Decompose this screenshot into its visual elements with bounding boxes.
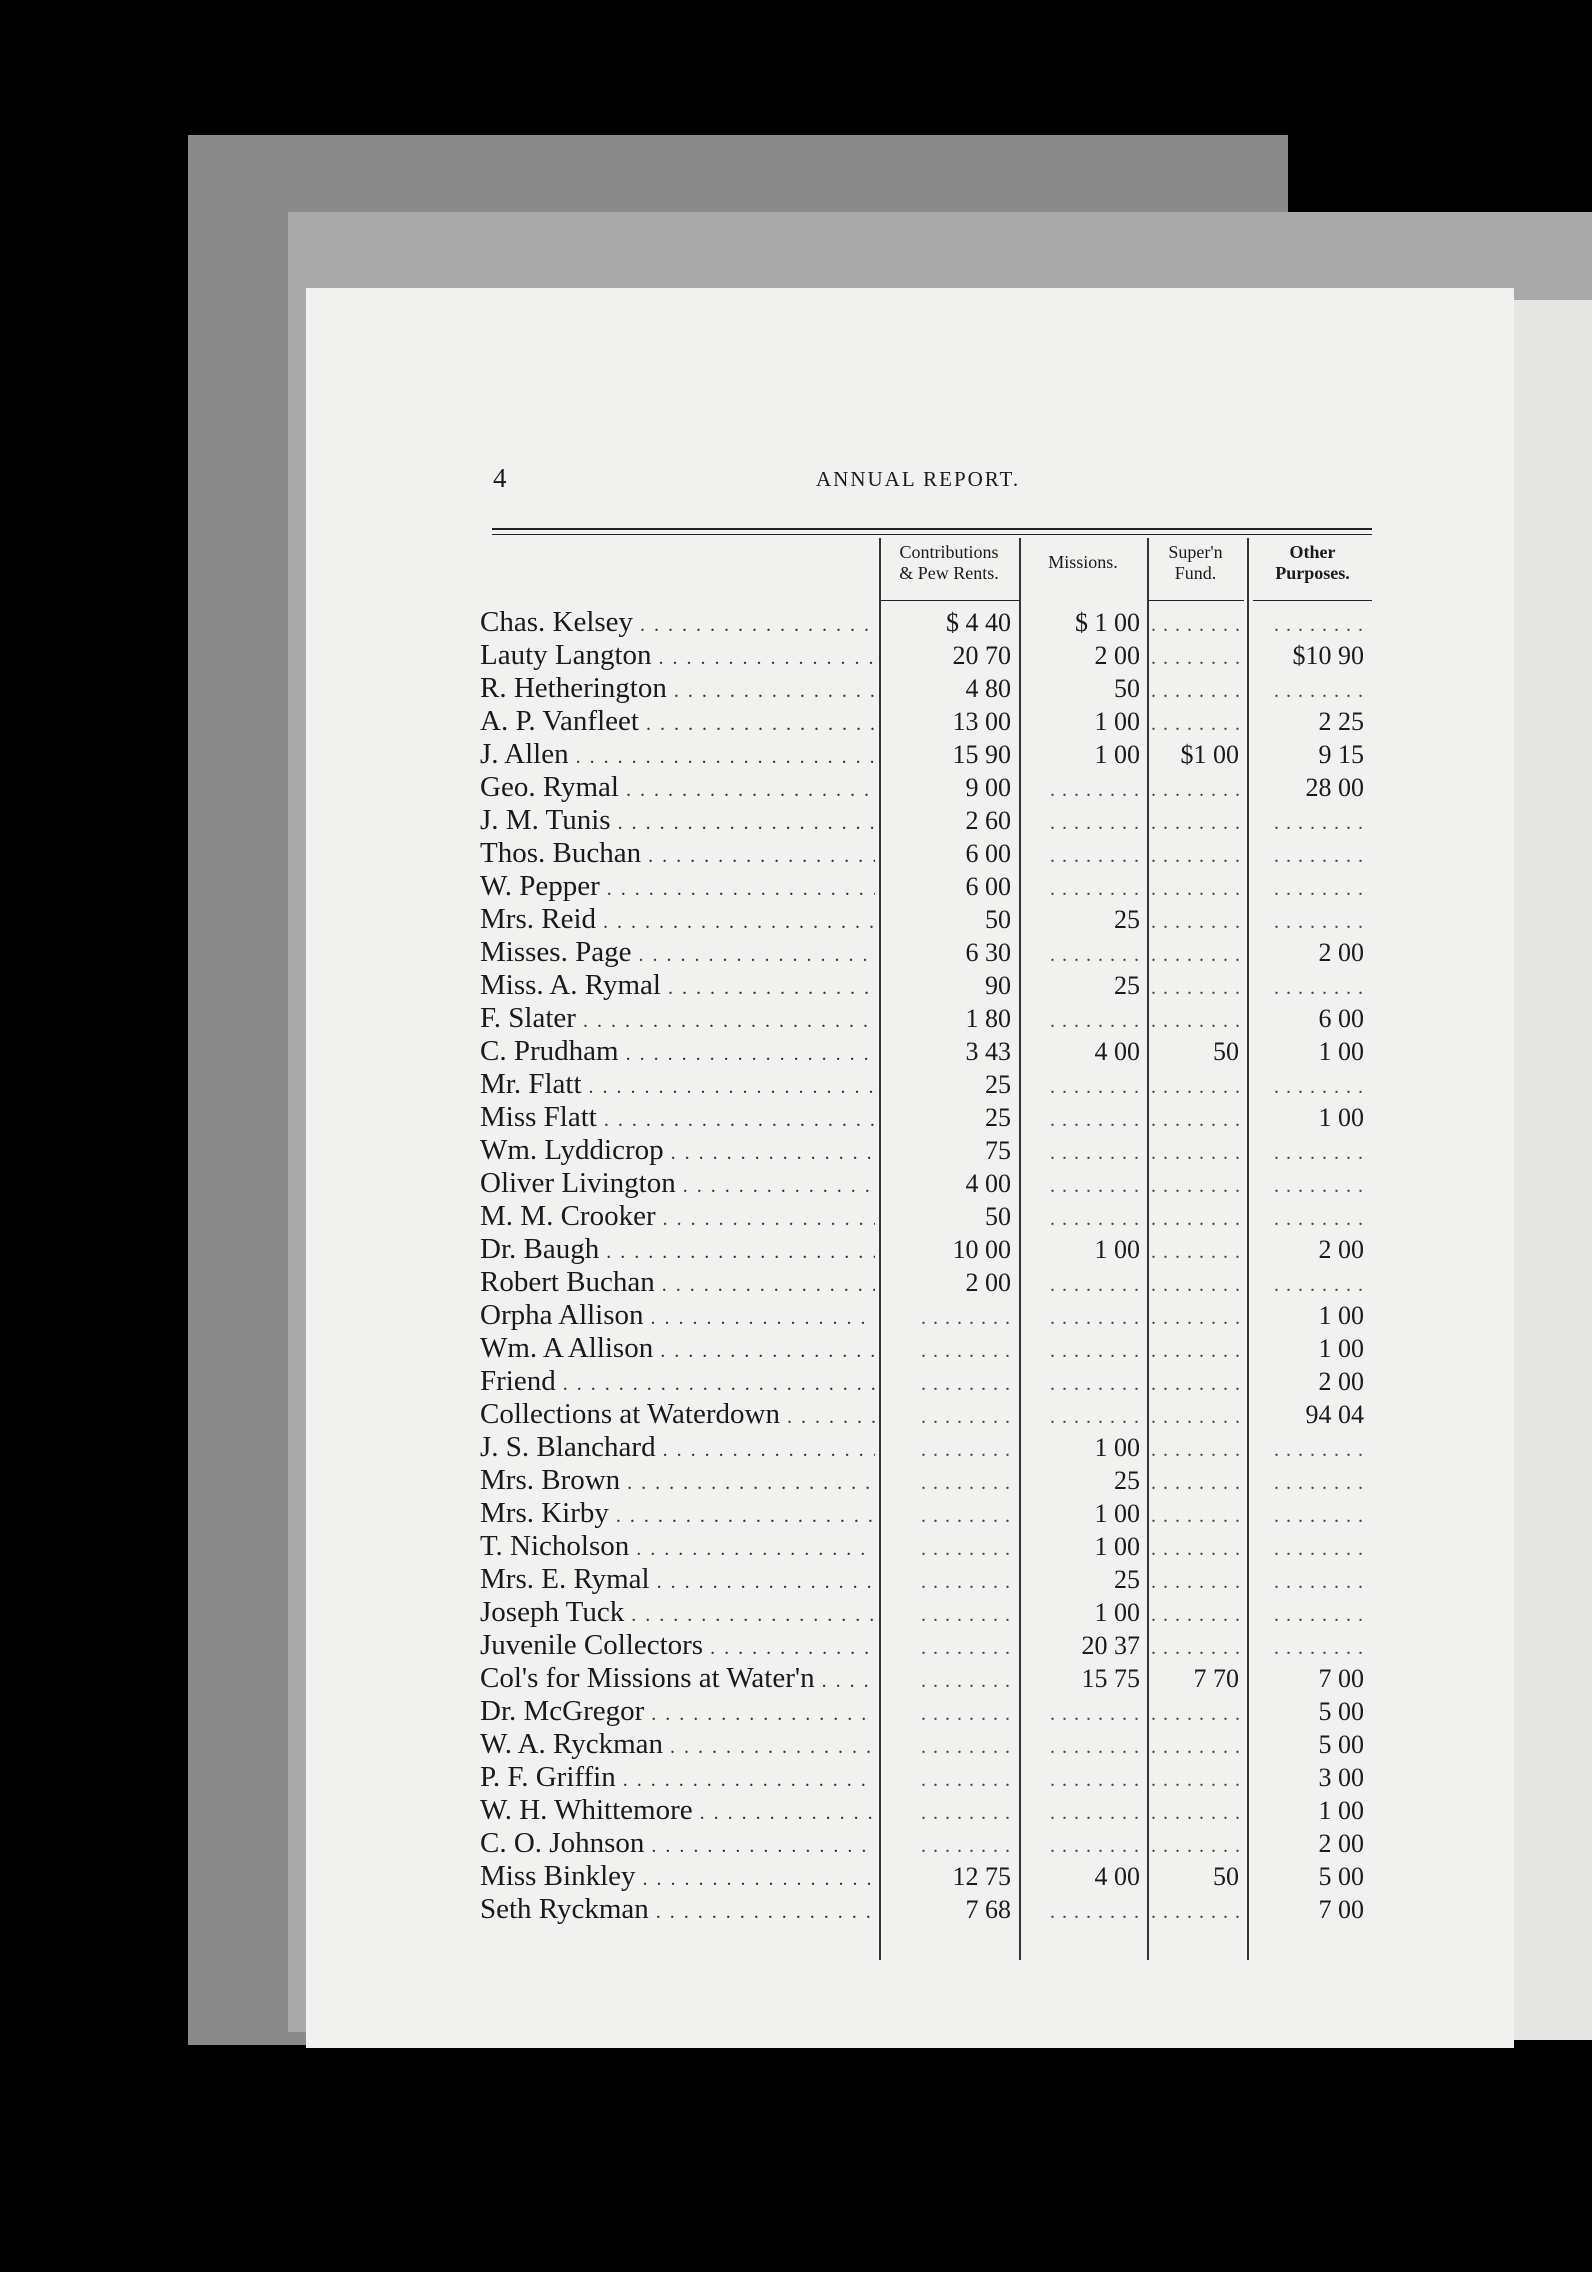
missions-cell	[1024, 1266, 1140, 1302]
contributions-cell	[889, 1629, 1011, 1665]
other-purposes-cell: 2 25	[1318, 707, 1364, 736]
table-row	[306, 1728, 1514, 1761]
table-row	[306, 639, 1514, 672]
super-fund-cell	[1151, 1266, 1239, 1302]
contributor-name: M. M. Crooker . . .	[480, 1200, 875, 1236]
table-row	[306, 738, 1514, 771]
missions-cell	[1024, 1794, 1140, 1830]
super-fund-cell	[1151, 1134, 1239, 1170]
contributor-name: W. Pepper . . .	[480, 870, 875, 906]
contributor-name: J. M. Tunis . . .	[480, 804, 875, 840]
contributor-name: Col's for Missions at Water'n . . .	[480, 1662, 875, 1698]
other-purposes-cell: 5 00	[1318, 1730, 1364, 1759]
super-fund-cell	[1151, 936, 1239, 972]
contributor-name: W. H. Whittemore . . .	[480, 1794, 875, 1830]
missions-cell	[1024, 1332, 1140, 1368]
other-purposes-cell: 7 00	[1318, 1664, 1364, 1693]
missions-cell	[1024, 771, 1140, 807]
table-row	[306, 1497, 1514, 1530]
other-purposes-cell: 9 15	[1318, 740, 1364, 769]
missions-cell	[1024, 1002, 1140, 1038]
header-underline	[1147, 600, 1244, 601]
contributions-cell: 25	[985, 1103, 1011, 1132]
contributions-cell: 75	[985, 1136, 1011, 1165]
super-fund-cell	[1151, 1068, 1239, 1104]
other-purposes-cell	[1256, 1530, 1364, 1566]
column-header-super-fund: Super'n Fund.	[1168, 542, 1223, 583]
table-row	[306, 705, 1514, 738]
table-row	[306, 1794, 1514, 1827]
missions-cell: 25	[1114, 1466, 1140, 1495]
other-purposes-cell	[1256, 1563, 1364, 1599]
contributor-name: J. S. Blanchard . . .	[480, 1431, 875, 1467]
contributor-name: Oliver Livington . . .	[480, 1167, 875, 1203]
page-number: 4	[493, 463, 507, 493]
missions-cell: 25	[1114, 905, 1140, 934]
other-purposes-cell: 28 00	[1305, 773, 1364, 802]
header-underline	[1253, 600, 1372, 601]
table-row	[306, 804, 1514, 837]
contributor-name: Friend . . .	[480, 1365, 875, 1401]
table-row	[306, 672, 1514, 705]
other-purposes-cell: 7 00	[1318, 1895, 1364, 1924]
contributor-name: Mrs. Reid . . .	[480, 903, 875, 939]
table-row	[306, 969, 1514, 1002]
table-row	[306, 1266, 1514, 1299]
contributions-cell	[889, 1332, 1011, 1368]
contributions-cell	[889, 1761, 1011, 1797]
missions-cell: 20 37	[1081, 1631, 1140, 1660]
contributions-cell: 6 00	[965, 839, 1011, 868]
other-purposes-cell: 5 00	[1318, 1862, 1364, 1891]
missions-cell: 25	[1114, 1565, 1140, 1594]
missions-cell: 1 00	[1094, 1499, 1140, 1528]
super-fund-cell	[1151, 1002, 1239, 1038]
missions-cell: 4 00	[1094, 1037, 1140, 1066]
missions-cell: 1 00	[1094, 1598, 1140, 1627]
contributions-cell: 6 30	[965, 938, 1011, 967]
table-row	[306, 936, 1514, 969]
contributor-name: Lauty Langton . . .	[480, 639, 875, 675]
super-fund-cell: 50	[1213, 1037, 1239, 1066]
other-purposes-cell	[1256, 1167, 1364, 1203]
contributions-cell: 13 00	[952, 707, 1011, 736]
other-purposes-cell	[1256, 1266, 1364, 1302]
other-purposes-cell	[1256, 1068, 1364, 1104]
other-purposes-cell: 2 00	[1318, 1235, 1364, 1264]
super-fund-cell	[1151, 1299, 1239, 1335]
contributor-name: F. Slater . . .	[480, 1002, 875, 1038]
table-row	[306, 1200, 1514, 1233]
missions-cell: 1 00	[1094, 707, 1140, 736]
table-row	[306, 1431, 1514, 1464]
other-purposes-cell	[1256, 1431, 1364, 1467]
table-row	[306, 771, 1514, 804]
missions-cell	[1024, 870, 1140, 906]
contributions-cell: 50	[985, 905, 1011, 934]
contributions-cell: 3 43	[965, 1037, 1011, 1066]
contributor-name: C. O. Johnson . . .	[480, 1827, 875, 1863]
other-purposes-cell	[1256, 1596, 1364, 1632]
contributor-name: Miss. A. Rymal . . .	[480, 969, 875, 1005]
contributions-cell	[889, 1497, 1011, 1533]
other-purposes-cell: 6 00	[1318, 1004, 1364, 1033]
table-row	[306, 1464, 1514, 1497]
contributions-cell: 90	[985, 971, 1011, 1000]
other-purposes-cell	[1256, 606, 1364, 642]
super-fund-cell	[1151, 903, 1239, 939]
contributions-cell	[889, 1728, 1011, 1764]
contributor-name: Misses. Page . . .	[480, 936, 875, 972]
missions-cell	[1024, 1893, 1140, 1929]
contributor-name: Robert Buchan . . .	[480, 1266, 875, 1302]
contributions-cell: $ 4 40	[946, 608, 1011, 637]
contributions-cell	[889, 1464, 1011, 1500]
super-fund-cell	[1151, 1893, 1239, 1929]
other-purposes-cell	[1256, 837, 1364, 873]
contributions-cell	[889, 1398, 1011, 1434]
other-purposes-cell	[1256, 1629, 1364, 1665]
table-row	[306, 1662, 1514, 1695]
table-row	[306, 1233, 1514, 1266]
super-fund-cell	[1151, 1167, 1239, 1203]
missions-cell	[1024, 804, 1140, 840]
other-purposes-cell	[1256, 969, 1364, 1005]
table-row	[306, 1629, 1514, 1662]
contributions-cell: 1 80	[965, 1004, 1011, 1033]
missions-cell: 1 00	[1094, 1433, 1140, 1462]
contributions-cell: 10 00	[952, 1235, 1011, 1264]
contributor-name: Joseph Tuck . . .	[480, 1596, 875, 1632]
contributions-cell	[889, 1695, 1011, 1731]
contributor-name: Collections at Waterdown . . .	[480, 1398, 875, 1434]
contributions-cell: 50	[985, 1202, 1011, 1231]
missions-cell	[1024, 1695, 1140, 1731]
super-fund-cell	[1151, 837, 1239, 873]
missions-cell	[1024, 1101, 1140, 1137]
table-row	[306, 1695, 1514, 1728]
other-purposes-cell: 1 00	[1318, 1037, 1364, 1066]
contributor-name: Mr. Flatt . . .	[480, 1068, 875, 1104]
contributions-cell: 7 68	[965, 1895, 1011, 1924]
other-purposes-cell: 3 00	[1318, 1763, 1364, 1792]
missions-cell	[1024, 1299, 1140, 1335]
super-fund-cell	[1151, 1365, 1239, 1401]
contributor-name: Mrs. E. Rymal . . .	[480, 1563, 875, 1599]
other-purposes-cell	[1256, 672, 1364, 708]
super-fund-cell	[1151, 969, 1239, 1005]
other-purposes-cell	[1256, 1134, 1364, 1170]
other-purposes-cell: 2 00	[1318, 1829, 1364, 1858]
running-title: ANNUAL REPORT.	[816, 467, 1021, 491]
contributions-cell: 25	[985, 1070, 1011, 1099]
super-fund-cell	[1151, 1530, 1239, 1566]
missions-cell	[1024, 837, 1140, 873]
super-fund-cell	[1151, 804, 1239, 840]
other-purposes-cell	[1256, 1497, 1364, 1533]
table-row	[306, 1563, 1514, 1596]
contributor-name: Orpha Allison . . .	[480, 1299, 875, 1335]
other-purposes-cell: 1 00	[1318, 1103, 1364, 1132]
contributions-cell: 20 70	[952, 641, 1011, 670]
missions-cell	[1024, 1134, 1140, 1170]
missions-cell	[1024, 1167, 1140, 1203]
super-fund-cell	[1151, 1827, 1239, 1863]
other-purposes-cell: 2 00	[1318, 938, 1364, 967]
table-row	[306, 870, 1514, 903]
missions-cell: 1 00	[1094, 1532, 1140, 1561]
super-fund-cell	[1151, 1761, 1239, 1797]
super-fund-cell	[1151, 1398, 1239, 1434]
column-header-other-purposes: Other Purposes.	[1275, 542, 1350, 583]
contributions-cell	[889, 1662, 1011, 1698]
contributor-name: Thos. Buchan . . .	[480, 837, 875, 873]
table-row	[306, 1761, 1514, 1794]
table-row	[306, 1398, 1514, 1431]
table-row	[306, 1134, 1514, 1167]
other-purposes-cell: 2 00	[1318, 1367, 1364, 1396]
missions-cell: 15 75	[1081, 1664, 1140, 1693]
missions-cell	[1024, 1827, 1140, 1863]
missions-cell	[1024, 1200, 1140, 1236]
contributions-cell	[889, 1299, 1011, 1335]
page-header	[306, 463, 1514, 503]
column-header-contributions: Contributions & Pew Rents.	[899, 542, 999, 583]
contributions-cell: 2 00	[965, 1268, 1011, 1297]
contributor-name: Mrs. Kirby . . .	[480, 1497, 875, 1533]
header-rule	[492, 528, 1372, 530]
other-purposes-cell	[1256, 870, 1364, 906]
contributions-cell	[889, 1563, 1011, 1599]
table-row	[306, 1596, 1514, 1629]
report-page	[306, 288, 1514, 2048]
contributor-name: Juvenile Collectors . . .	[480, 1629, 875, 1665]
contributor-name: P. F. Griffin . . .	[480, 1761, 875, 1797]
super-fund-cell	[1151, 771, 1239, 807]
other-purposes-cell	[1256, 903, 1364, 939]
contributor-name: A. P. Vanfleet . . .	[480, 705, 875, 741]
header-underline	[879, 600, 1019, 601]
contributor-name: W. A. Ryckman . . .	[480, 1728, 875, 1764]
other-purposes-cell	[1256, 1200, 1364, 1236]
missions-cell	[1024, 936, 1140, 972]
contributions-cell	[889, 1794, 1011, 1830]
contributor-name: J. Allen . . .	[480, 738, 875, 774]
contributions-cell: 9 00	[965, 773, 1011, 802]
table-row	[306, 1101, 1514, 1134]
missions-cell: $ 1 00	[1075, 608, 1140, 637]
super-fund-cell	[1151, 1563, 1239, 1599]
super-fund-cell: $1 00	[1180, 740, 1239, 769]
missions-cell: 25	[1114, 971, 1140, 1000]
contributor-name: T. Nicholson . . .	[480, 1530, 875, 1566]
contributor-name: Dr. McGregor . . .	[480, 1695, 875, 1731]
super-fund-cell	[1151, 705, 1239, 741]
missions-cell: 50	[1114, 674, 1140, 703]
super-fund-cell: 50	[1213, 1862, 1239, 1891]
super-fund-cell	[1151, 1794, 1239, 1830]
table-row	[306, 1167, 1514, 1200]
table-row	[306, 1035, 1514, 1068]
contributor-name: Dr. Baugh . . .	[480, 1233, 875, 1269]
contributions-cell: 4 00	[965, 1169, 1011, 1198]
super-fund-cell: 7 70	[1193, 1664, 1239, 1693]
super-fund-cell	[1151, 1695, 1239, 1731]
super-fund-cell	[1151, 1101, 1239, 1137]
other-purposes-cell: $10 90	[1292, 641, 1364, 670]
missions-cell	[1024, 1398, 1140, 1434]
table-row	[306, 1893, 1514, 1926]
contributions-cell: 6 00	[965, 872, 1011, 901]
contributions-cell: 2 60	[965, 806, 1011, 835]
table-row	[306, 1299, 1514, 1332]
contributions-cell	[889, 1431, 1011, 1467]
missions-cell: 1 00	[1094, 740, 1140, 769]
contributions-cell	[889, 1530, 1011, 1566]
contributions-cell: 12 75	[952, 1862, 1011, 1891]
super-fund-cell	[1151, 1497, 1239, 1533]
other-purposes-cell	[1256, 804, 1364, 840]
contributor-name: Geo. Rymal . . .	[480, 771, 875, 807]
super-fund-cell	[1151, 1332, 1239, 1368]
other-purposes-cell: 1 00	[1318, 1796, 1364, 1825]
super-fund-cell	[1151, 1728, 1239, 1764]
super-fund-cell	[1151, 1596, 1239, 1632]
column-header-missions: Missions.	[1048, 552, 1118, 572]
super-fund-cell	[1151, 870, 1239, 906]
missions-cell: 1 00	[1094, 1235, 1140, 1264]
missions-cell: 2 00	[1094, 641, 1140, 670]
contributions-cell	[889, 1596, 1011, 1632]
other-purposes-cell	[1256, 1464, 1364, 1500]
other-purposes-cell: 94 04	[1305, 1400, 1364, 1429]
contributor-name: Mrs. Brown . . .	[480, 1464, 875, 1500]
super-fund-cell	[1151, 1233, 1239, 1269]
contributor-name: Seth Ryckman . . .	[480, 1893, 875, 1929]
contributor-name: C. Prudham . . .	[480, 1035, 875, 1071]
contributions-cell	[889, 1365, 1011, 1401]
super-fund-cell	[1151, 606, 1239, 642]
other-purposes-cell: 1 00	[1318, 1334, 1364, 1363]
missions-cell	[1024, 1068, 1140, 1104]
contributor-name: Wm. A Allison . . .	[480, 1332, 875, 1368]
table-row	[306, 903, 1514, 936]
contributor-name: Miss Flatt . . .	[480, 1101, 875, 1137]
contributor-name: Chas. Kelsey . . .	[480, 606, 875, 642]
table-row	[306, 1365, 1514, 1398]
contributor-name: Wm. Lyddicrop . . .	[480, 1134, 875, 1170]
header-rule-thin	[492, 534, 1372, 535]
table-row	[306, 1860, 1514, 1893]
other-purposes-cell: 5 00	[1318, 1697, 1364, 1726]
table-row	[306, 1002, 1514, 1035]
contributor-name: R. Hetherington . . .	[480, 672, 875, 708]
missions-cell: 4 00	[1094, 1862, 1140, 1891]
super-fund-cell	[1151, 1464, 1239, 1500]
table-row	[306, 1530, 1514, 1563]
table-row	[306, 1068, 1514, 1101]
other-purposes-cell: 1 00	[1318, 1301, 1364, 1330]
missions-cell	[1024, 1365, 1140, 1401]
super-fund-cell	[1151, 1200, 1239, 1236]
table-row	[306, 837, 1514, 870]
contributions-cell: 4 80	[965, 674, 1011, 703]
super-fund-cell	[1151, 1431, 1239, 1467]
contributions-cell: 15 90	[952, 740, 1011, 769]
missions-cell	[1024, 1761, 1140, 1797]
super-fund-cell	[1151, 639, 1239, 675]
contributor-name: Miss Binkley . . .	[480, 1860, 875, 1896]
table-row	[306, 606, 1514, 639]
contributions-cell	[889, 1827, 1011, 1863]
column-headers	[306, 538, 1514, 600]
super-fund-cell	[1151, 1629, 1239, 1665]
table-row	[306, 1332, 1514, 1365]
table-row	[306, 1827, 1514, 1860]
super-fund-cell	[1151, 672, 1239, 708]
missions-cell	[1024, 1728, 1140, 1764]
